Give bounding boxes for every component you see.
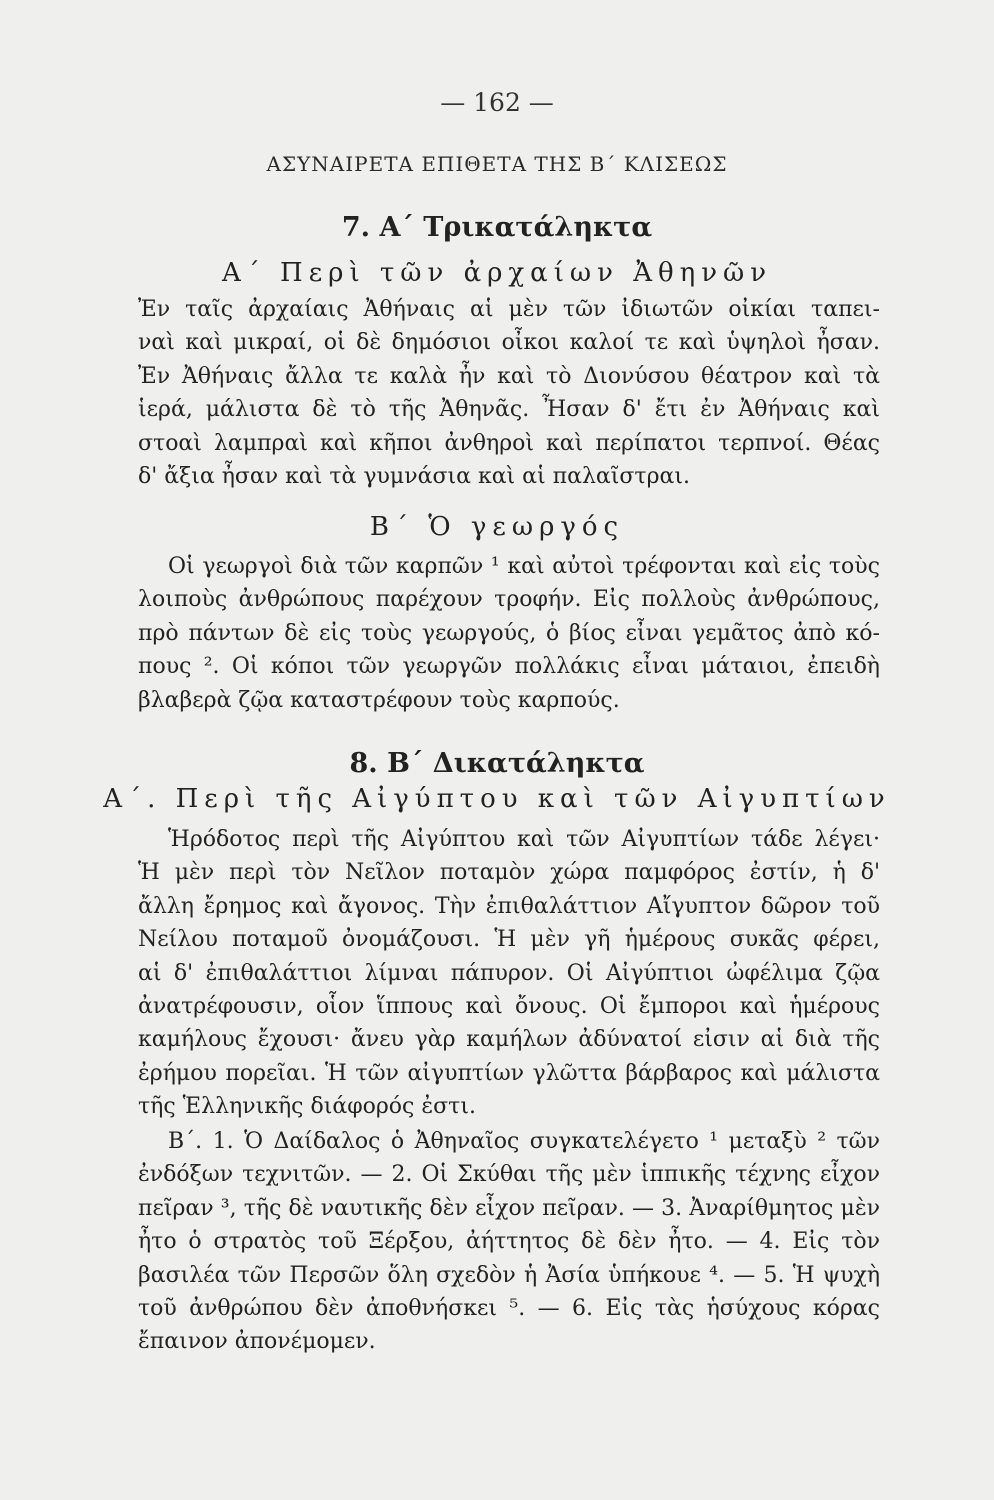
- text-line: ἱερά, μάλιστα δὲ τὸ τῆς Ἀθηνᾶς. Ἦσαν δ' ἔτι ἐν Ἀθήναις καὶ: [138, 397, 880, 423]
- text-line: καμήλους ἔχουσι· ἄνευ γὰρ καμήλων ἀδύνατοί εἰσιν αἱ διὰ τῆς: [138, 1027, 880, 1053]
- text-line: βλαβερὰ ζῷα καταστρέφουν τοὺς καρπούς.: [138, 687, 620, 713]
- text-line: Β΄. 1. Ὁ Δαίδαλος ὁ Ἀθηναῖος συγκατελέγετο ¹ μεταξὺ ² τῶν: [168, 1129, 880, 1154]
- section-7-paragraph-a: [138, 293, 880, 493]
- section-7-paragraph-b: [138, 550, 880, 717]
- section-8-paragraph-a: [138, 823, 880, 1124]
- section-8-paragraph-b: [138, 1125, 880, 1359]
- text-line: ἐνδόξων τεχνιτῶν. — 2. Οἱ Σκύθαι τῆς μὲν ἱππικῆς τέχνης εἶχον: [138, 1162, 880, 1188]
- text-line: ἄλλη ἔρημος καὶ ἄγονος. Τὴν ἐπιθαλάττιον Αἴγυπτον δῶρον τοῦ: [138, 893, 880, 919]
- text-line: βασιλέα τῶν Περσῶν ὅλη σχεδὸν ἡ Ἀσία ὑπήκουε ⁴. — 5. Ἡ ψυχὴ: [138, 1262, 880, 1288]
- text-line: ἀνατρέφουσιν, οἷον ἵππους καὶ ὄνους. Οἱ ἔμποροι καὶ ἡμέρους: [138, 994, 880, 1020]
- section-7-subheading-b: Β΄ Ὁ γεωργός: [369, 512, 625, 542]
- text-line: ναὶ καὶ μικραί, οἱ δὲ δημόσιοι οἶκοι καλοί τε καὶ ὑψηλοὶ ἦσαν.: [138, 330, 880, 356]
- text-line: ἦτο ὁ στρατὸς τοῦ Ξέρξου, ἀήττητος δὲ δὲν ἦτο. — 4. Εἰς τὸν: [138, 1229, 880, 1255]
- text-line: πεῖραν ³, τῆς δὲ ναυτικῆς δὲν εἶχον πεῖραν. — 3. Ἀναρίθμητος μὲν: [138, 1195, 880, 1221]
- section-7-title: 7. Α΄ Τρικατάληκτα: [341, 212, 653, 243]
- text-line: Οἱ γεωργοὶ διὰ τῶν καρπῶν ¹ καὶ αὐτοὶ τρέφονται καὶ εἰς τοὺς: [168, 554, 880, 579]
- text-line: πους ². Οἱ κόποι τῶν γεωργῶν πολλάκις εἶναι μάταιοι, ἐπειδὴ: [138, 654, 880, 680]
- text-line: στοαὶ λαμπραὶ καὶ κῆποι ἀνθηροὶ καὶ περίπατοι τερπνοί. Θέας: [138, 430, 880, 456]
- text-line: πρὸ πάντων δὲ εἰς τοὺς γεωργούς, ὁ βίος εἶναι γεμᾶτος ἀπὸ κό-: [138, 620, 880, 646]
- text-line: ἔπαινον ἀπονέμομεν.: [138, 1329, 376, 1355]
- section-8-title: 8. Β΄ Δικατάληκτα: [349, 748, 645, 779]
- section-7-subheading-a: Α΄ Περὶ τῶν ἀρχαίων Ἀθηνῶν: [221, 258, 773, 288]
- text-line: τοῦ ἀνθρώπου δὲν ἀποθνήσκει ⁵. — 6. Εἰς τὰς ἡσύχους κόρας: [138, 1296, 880, 1322]
- text-line: τῆς Ἑλληνικῆς διάφορός ἐστι.: [138, 1094, 476, 1120]
- text-line: δ' ἄξια ἦσαν καὶ τὰ γυμνάσια καὶ αἱ παλαῖστραι.: [138, 464, 690, 490]
- running-title: ΑΣΥΝΑΙΡΕΤΑ ΕΠΙΘΕΤΑ ΤΗΣ Β΄ ΚΛΙΣΕΩΣ: [266, 152, 728, 176]
- text-line: Ἐν ταῖς ἀρχαίαις Ἀθήναις αἱ μὲν τῶν ἰδιωτῶν οἰκίαι ταπει-: [138, 297, 880, 322]
- text-line: αἱ δ' ἐπιθαλάττιοι λίμναι πάπυρον. Οἱ Αἰγύπτιοι ὠφέλιμα ζῷα: [138, 960, 880, 986]
- text-line: λοιποὺς ἀνθρώπους παρέχουν τροφήν. Εἰς πολλοὺς ἀνθρώπους,: [138, 587, 880, 613]
- text-line: ἐρήμου πορεῖαι. Ἡ τῶν αἰγυπτίων γλῶττα βάρβαρος καὶ μάλιστα: [138, 1060, 880, 1086]
- text-line: Ἡ μὲν περὶ τὸν Νεῖλον ποταμὸν χώρα παμφόρος ἐστίν, ἡ δ': [138, 860, 880, 886]
- page-number: — 162 —: [440, 88, 554, 117]
- section-8-subheading-a: Α΄. Περὶ τῆς Αἰγύπτου καὶ τῶν Αἰγυπτίων: [103, 784, 891, 814]
- text-line: Νείλου ποταμοῦ ὀνομάζουσι. Ἡ μὲν γῆ ἡμέρους συκᾶς φέρει,: [138, 927, 880, 953]
- text-line: Ἐν Ἀθήναις ἄλλα τε καλὰ ἦν καὶ τὸ Διονύσου θέατρον καὶ τὰ: [138, 363, 880, 389]
- text-line: Ἡρόδοτος περὶ τῆς Αἰγύπτου καὶ τῶν Αἰγυπτίων τάδε λέγει·: [168, 827, 880, 852]
